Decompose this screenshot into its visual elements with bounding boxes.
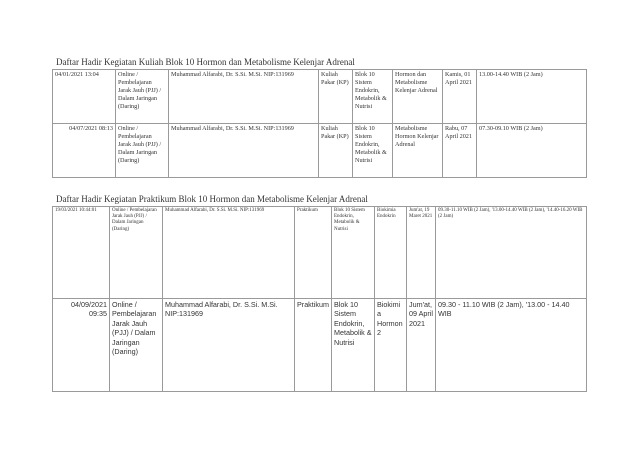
cell-mode: Online / Pembelajaran Jarak Jauh (PJJ) / Dalam Jaringan (Daring) (110, 299, 163, 392)
cell-topic: Biokimia Endokrin (375, 207, 407, 299)
cell-mode: Online / Pembelajaran Jarak Jauh (PJJ) / Dalam Jaringan (Daring) (110, 207, 163, 299)
cell-activity-type: Praktikum (295, 299, 332, 392)
cell-mode: Online / Pembelajaran Jarak Jauh (PJJ) / Dalam Jaringan (Daring) (116, 70, 169, 124)
cell-block: Blok 10 Sistem Endokrin, Metabolik & Nutrisi (332, 207, 375, 299)
cell-topic: Hormon dan Metabolisme Kelenjar Adrenal (393, 70, 443, 124)
cell-timestamp: 04/07/2021 08:13 (53, 124, 116, 178)
cell-timestamp: 04/09/2021 09:35 (53, 299, 110, 392)
cell-timestamp: 04/01/2021 13:04 (53, 70, 116, 124)
cell-lecturer: Muhammad Alfarabi, Dr. S.Si. M.Si. NIP:131969 (169, 70, 319, 124)
section-title-kuliah: Daftar Hadir Kegiatan Kuliah Blok 10 Hormon dan Metabolisme Kelenjar Adrenal (56, 57, 355, 67)
cell-time: 07.30-09.10 WIB (2 Jam) (477, 124, 587, 178)
table-row (53, 124, 587, 178)
cell-block: Blok 10 Sistem Endokrin, Metabolik & Nutrisi (332, 299, 375, 392)
section-title-praktikum: Daftar Hadir Kegiatan Praktikum Blok 10 Hormon dan Metabolisme Kelenjar Adrenal (56, 194, 368, 204)
cell-activity-type: Kuliah Pakar (KP) (319, 70, 353, 124)
attendance-table-praktikum (52, 206, 587, 392)
table-row (53, 299, 587, 392)
cell-date: Jum'at, 19 Maret 2021 (407, 207, 436, 299)
cell-topic: Metabolisme Hormon Kelenjar Adrenal (393, 124, 443, 178)
cell-date: Kamis, 01 April 2021 (443, 70, 477, 124)
cell-block: Blok 10 Sistem Endokrin, Metabolik & Nutrisi (353, 70, 393, 124)
cell-activity-type: Praktikum (295, 207, 332, 299)
table-row (53, 70, 587, 124)
cell-time: 09.30-11.10 WIB (2 Jam), '13.00-14.40 WIB (2 Jam), '14.40-16.20 WIB (2 Jam) (436, 207, 587, 299)
cell-lecturer: Muhammad Alfarabi, Dr. S.Si. M.Si. NIP:131969 (169, 124, 319, 178)
attendance-table-kuliah (52, 69, 587, 178)
cell-lecturer: Muhammad Alfarabi, Dr. S.Si. M.Si. NIP:131969 (163, 207, 295, 299)
cell-topic: Biokimia Hormon 2 (375, 299, 407, 392)
cell-timestamp: 19/03/2021 10:44:01 (53, 207, 110, 299)
table-row (53, 207, 587, 299)
cell-block: Blok 10 Sistem Endokrin, Metabolik & Nutrisi (353, 124, 393, 178)
cell-lecturer: Muhammad Alfarabi, Dr. S.Si. M.Si. NIP:131969 (163, 299, 295, 392)
cell-mode: Online / Pembelajaran Jarak Jauh (PJJ) / Dalam Jaringan (Daring) (116, 124, 169, 178)
cell-date: Rabu, 07 April 2021 (443, 124, 477, 178)
cell-activity-type: Kuliah Pakar (KP) (319, 124, 353, 178)
cell-time: 09.30 - 11.10 WIB (2 Jam), '13.00 - 14.40 WIB (436, 299, 587, 392)
cell-date: Jum'at, 09 April 2021 (407, 299, 436, 392)
cell-time: 13.00-14.40 WIB (2 Jam) (477, 70, 587, 124)
